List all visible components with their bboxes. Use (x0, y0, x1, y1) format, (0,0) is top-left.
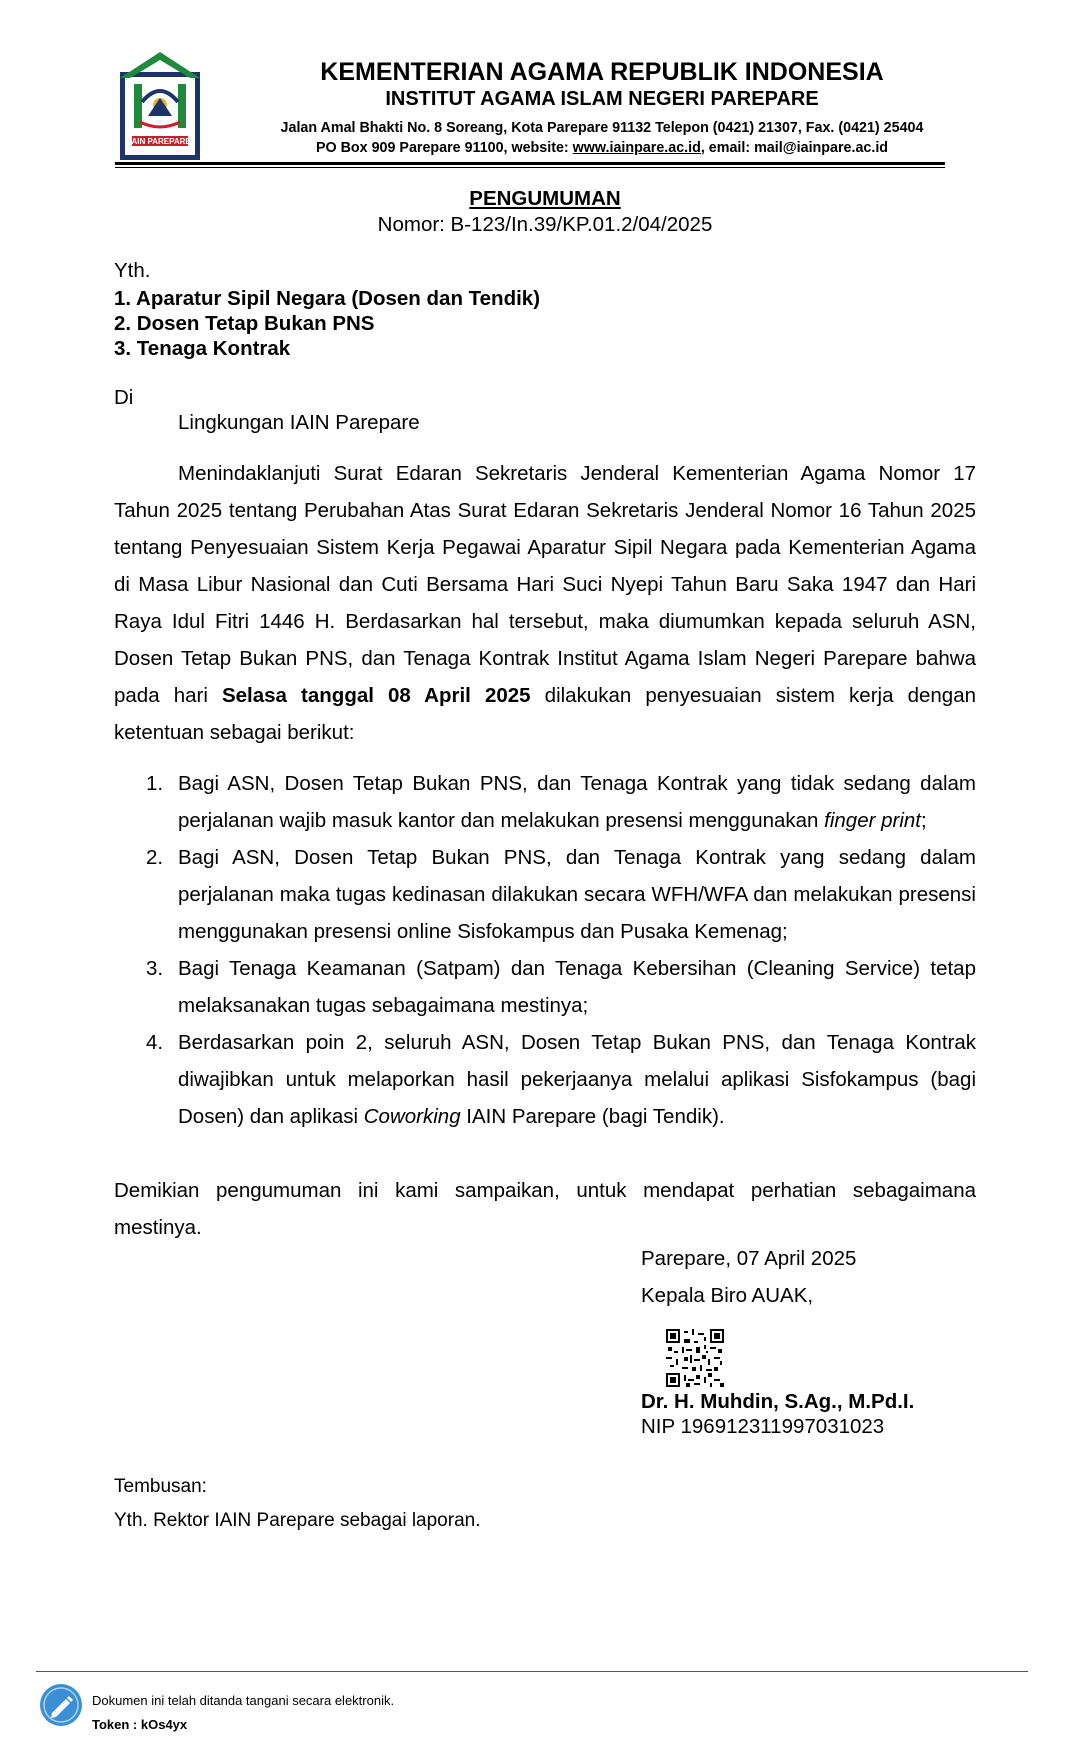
e-signature-icon (38, 1682, 84, 1728)
provisions-list (114, 765, 976, 1135)
list-item (114, 839, 976, 950)
iain-parepare-logo (118, 50, 202, 162)
list-italic: Coworking (363, 1105, 461, 1128)
list-end: ; (921, 809, 927, 832)
list-number: 3. (146, 957, 164, 980)
closing-paragraph: Demikian pengumuman ini kami sampaikan, untuk mendapat perhatian sebagaimana mestinya. (114, 1179, 976, 1239)
list-text: Bagi ASN, Dosen Tetap Bukan PNS, dan Tenaga Kontrak yang tidak sedang dalam perjalanan wajib masuk kantor dan melakukan presensi menggunakan (178, 772, 976, 832)
contact-line (212, 140, 992, 156)
website-link[interactable]: www.iainpare.ac.id (572, 140, 701, 156)
qr-code-icon (666, 1329, 724, 1387)
institute-name: INSTITUT AGAMA ISLAM NEGERI PAREPARE (385, 88, 819, 110)
logo-text: IAIN PAREPARE (129, 137, 191, 146)
list-text: Berdasarkan poin 2, seluruh ASN, Dosen Tetap Bukan PNS, dan Tenaga Kontrak diwajibkan untuk melaporkan hasil pekerjaanya melalui aplikasi Sisfokampus (bagi Dosen) dan aplikasi (178, 1031, 976, 1128)
signer-position: Kepala Biro AUAK, (641, 1284, 814, 1307)
list-end: IAIN Parepare (bagi Tendik). (460, 1105, 725, 1128)
address-line: Jalan Amal Bhakti No. 8 Soreang, Kota Parepare 91132 Telepon (0421) 21307, Fax. (0421) 25404 (280, 120, 924, 136)
letterhead-rule-thin (115, 167, 945, 168)
greeting: Yth. (114, 259, 151, 282)
recipient-item: 1. Aparatur Sipil Negara (Dosen dan Tendik) (114, 287, 541, 310)
list-text: Bagi Tenaga Keamanan (Satpam) dan Tenaga Kebersihan (Cleaning Service) tetap melaksanakan tugas sebagaimana mestinya; (178, 957, 976, 1017)
intro-end: dilakukan penyesuaian sistem kerja dengan ketentuan sebagai berikut: (114, 684, 976, 744)
list-item (114, 765, 976, 839)
announcement-title: PENGUMUMAN (469, 187, 621, 210)
list-number: 1. (146, 772, 164, 795)
list-number: 4. (146, 1031, 164, 1054)
signer-nip: NIP 196912311997031023 (641, 1415, 885, 1438)
footer-token: Token : kOs4yx (92, 1717, 188, 1732)
letter-number: Nomor: B-123/In.39/KP.01.2/04/2025 (377, 213, 713, 236)
list-italic: finger print (824, 809, 921, 832)
po-box-text: PO Box 909 Parepare 91100, website: (315, 140, 573, 156)
place-date: Parepare, 07 April 2025 (641, 1247, 857, 1270)
intro-paragraph (114, 455, 976, 751)
footer-rule (36, 1671, 1028, 1672)
signer-name: Dr. H. Muhdin, S.Ag., M.Pd.I. (641, 1390, 915, 1413)
list-text: Bagi ASN, Dosen Tetap Bukan PNS, dan Tenaga Kontrak yang sedang dalam perjalanan maka tugas kedinasan dilakukan secara WFH/WFA dan melakukan presensi menggunakan presensi online Sisfokampus dan Pusaka Kemenag; (178, 846, 976, 943)
tembusan-label: Tembusan: (114, 1476, 207, 1497)
intro-text: Menindaklanjuti Surat Edaran Sekretaris Jenderal Kementerian Agama Nomor 17 Tahun 2025 tentang Perubahan Atas Surat Edaran Sekretaris Jenderal Nomor 16 Tahun 2025 tentang Penyesuaian Sistem Kerja Pegawai Aparatur Sipil Negara pada Kementerian Agama di Masa Libur Nasional dan Cuti Bersama Hari Suci Nyepi Tahun Baru Saka 1947 dan Hari Raya Idul Fitri 1446 H. Berdasarkan hal tersebut, maka diumumkan kepada seluruh ASN, Dosen Tetap Bukan PNS, dan Tenaga Kontrak Institut Agama Islam Negeri Parepare bahwa pada hari (114, 462, 976, 707)
recipient-item: 2. Dosen Tetap Bukan PNS (114, 312, 375, 335)
intro-date: Selasa tanggal 08 April 2025 (221, 684, 531, 707)
list-item (114, 1024, 976, 1135)
recipient-location: Lingkungan IAIN Parepare (178, 411, 420, 434)
tembusan-text: Yth. Rektor IAIN Parepare sebagai laporan. (114, 1510, 481, 1531)
di-label: Di (114, 386, 134, 409)
letterhead-rule-thick (115, 162, 945, 165)
recipient-item: 3. Tenaga Kontrak (114, 337, 291, 360)
footer-note: Dokumen ini telah ditanda tangani secara elektronik. (92, 1693, 395, 1708)
list-item (114, 950, 976, 1024)
email-text: , email: mail@iainpare.ac.id (700, 140, 889, 156)
list-number: 2. (146, 846, 164, 869)
ministry-name: KEMENTERIAN AGAMA REPUBLIK INDONESIA (320, 58, 884, 86)
